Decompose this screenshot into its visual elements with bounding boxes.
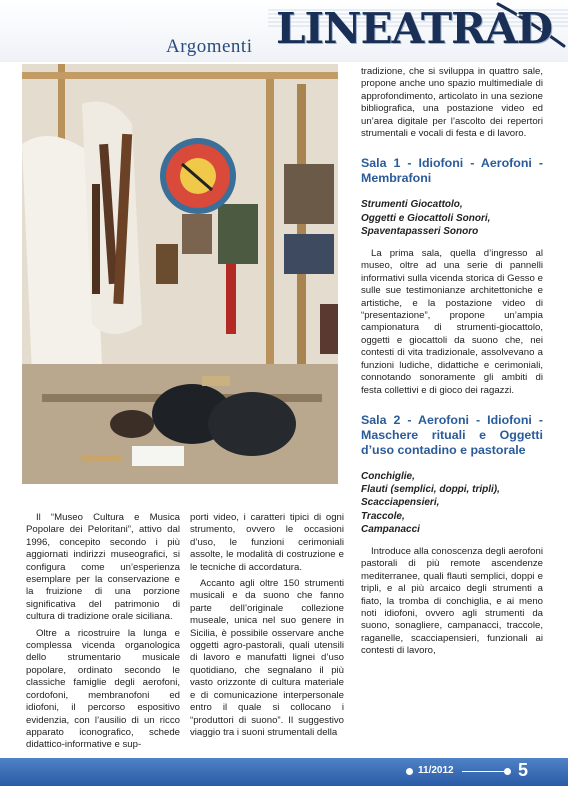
article-column-3 — [361, 66, 543, 662]
page-footer — [0, 758, 568, 786]
article-paragraph: Oltre a ricostruire la lunga e complessa vicenda organologica dello strumentario musicale popolare, ordinato secondo le classiche famiglie degli aerofoni, cordofoni, membranofoni ed idiofoni, il percorso espositivo evidenzia, con l’ausilio di un ricco apparato iconografico, schede didattico-informative e sup- — [26, 627, 180, 751]
sala2-text: Introduce alla conoscenza degli aerofoni pastorali di più remote ascendenze mediterranee, quali flauti semplici, doppi e tripli, e al più arcaico degli strumenti a fiato, la tromba di conchiglia, e ai meno noti idiofoni, ovvero agli strumenti da suono, sonagliere, campanacci, traccole, raganelle, scacciapensieri, funzionali ai contesti di lavoro, — [361, 545, 543, 657]
article-paragraph: Accanto agli oltre 150 strumenti musicali e da suono che fanno parte dell’originale collezione museale, unica nel suo genere in Sicilia, è possibile osservare anche oggetti agro-pastorali, quali utensili di lavoro e manufatti lignei d’uso quotidiano, che segnalano il più vasto orizzonte di cultura materiale e di comunicazione interpersonale entro il quale si collocano i “produttori di suono”. Il suggestivo viaggio tra i suoni strumentali della — [190, 578, 344, 738]
museum-photo — [22, 64, 338, 484]
sala2-item: Flauti (semplici, doppi, tripli), — [361, 484, 500, 496]
issue-number: 11/2012 — [418, 765, 454, 776]
article-paragraph: Il “Museo Cultura e Musica Popolare dei Peloritani”, attivo dal 1996, concepito secondo i più aggiornati indirizzi museografici, si configura come un’esperienza esemplare per la conservazione e la fruizione di una porzione significativa del patrimonio di cultura di tradizione orale siciliana. — [26, 512, 180, 623]
page-header — [0, 0, 568, 62]
footer-rule — [462, 771, 506, 772]
magazine-logo: LINEATRAD — [276, 4, 553, 53]
sala1-item: Oggetti e Giocattoli Sonori, — [361, 212, 491, 224]
sala2-heading: Sala 2 - Aerofoni - Idiofoni - Maschere rituali e Oggetti d’uso contadino e pastorale — [361, 412, 543, 457]
section-label: Argomenti — [166, 36, 253, 57]
sala1-text: La prima sala, quella d’ingresso al museo, oltre ad una serie di pannelli informativi sulla vicenda storica di Gesso e sulle sue testimonianze architettoniche e artistiche, e la postazione video di “presentazione”, propone un’ampia campionatura di strumenti-giocattolo, oggetti e giocattoli da suono che, nei contesti di vita tradizionale, assolvevano a funzioni ludiche, didattiche e cerimoniali, connotando sonoramente gli ambiti di festa collettivi e di gioco dei ragazzi. — [361, 248, 543, 396]
sala1-items — [361, 198, 543, 238]
article-paragraph: tradizione, che si sviluppa in quattro sale, propone anche uno spazio multimediale di approfondimento, articolato in una sezione bibliografica, una postazione video ed un’area digitale per l’ascolto dei repertori strumentali e vocali di festa e di lavoro. — [361, 66, 543, 140]
article-column-2 — [190, 512, 344, 743]
sala2-item: Traccole, — [361, 510, 405, 522]
page-number: 5 — [518, 760, 529, 780]
sala1-heading: Sala 1 - Idiofoni - Aerofoni - Membrafoni — [361, 156, 543, 186]
sala2-item: Conchiglie, — [361, 470, 415, 482]
sala2-item: Campanacci — [361, 523, 420, 535]
museum-photo-illustration — [22, 64, 338, 484]
sala2-items — [361, 470, 543, 536]
sala1-item: Strumenti Giocattolo, — [361, 199, 463, 211]
footer-dot-icon — [406, 768, 413, 775]
sala2-item: Scacciapensieri, — [361, 497, 440, 509]
article-paragraph: porti video, i caratteri tipici di ogni strumento, ovvero le occasioni d’uso, le funzioni cerimoniali assolte, le modalità di costruzione e le tecniche di accordatura. — [190, 512, 344, 573]
footer-dot-icon — [504, 768, 511, 775]
sala1-item: Spaventapasseri Sonoro — [361, 225, 479, 237]
article-column-1 — [26, 512, 180, 756]
